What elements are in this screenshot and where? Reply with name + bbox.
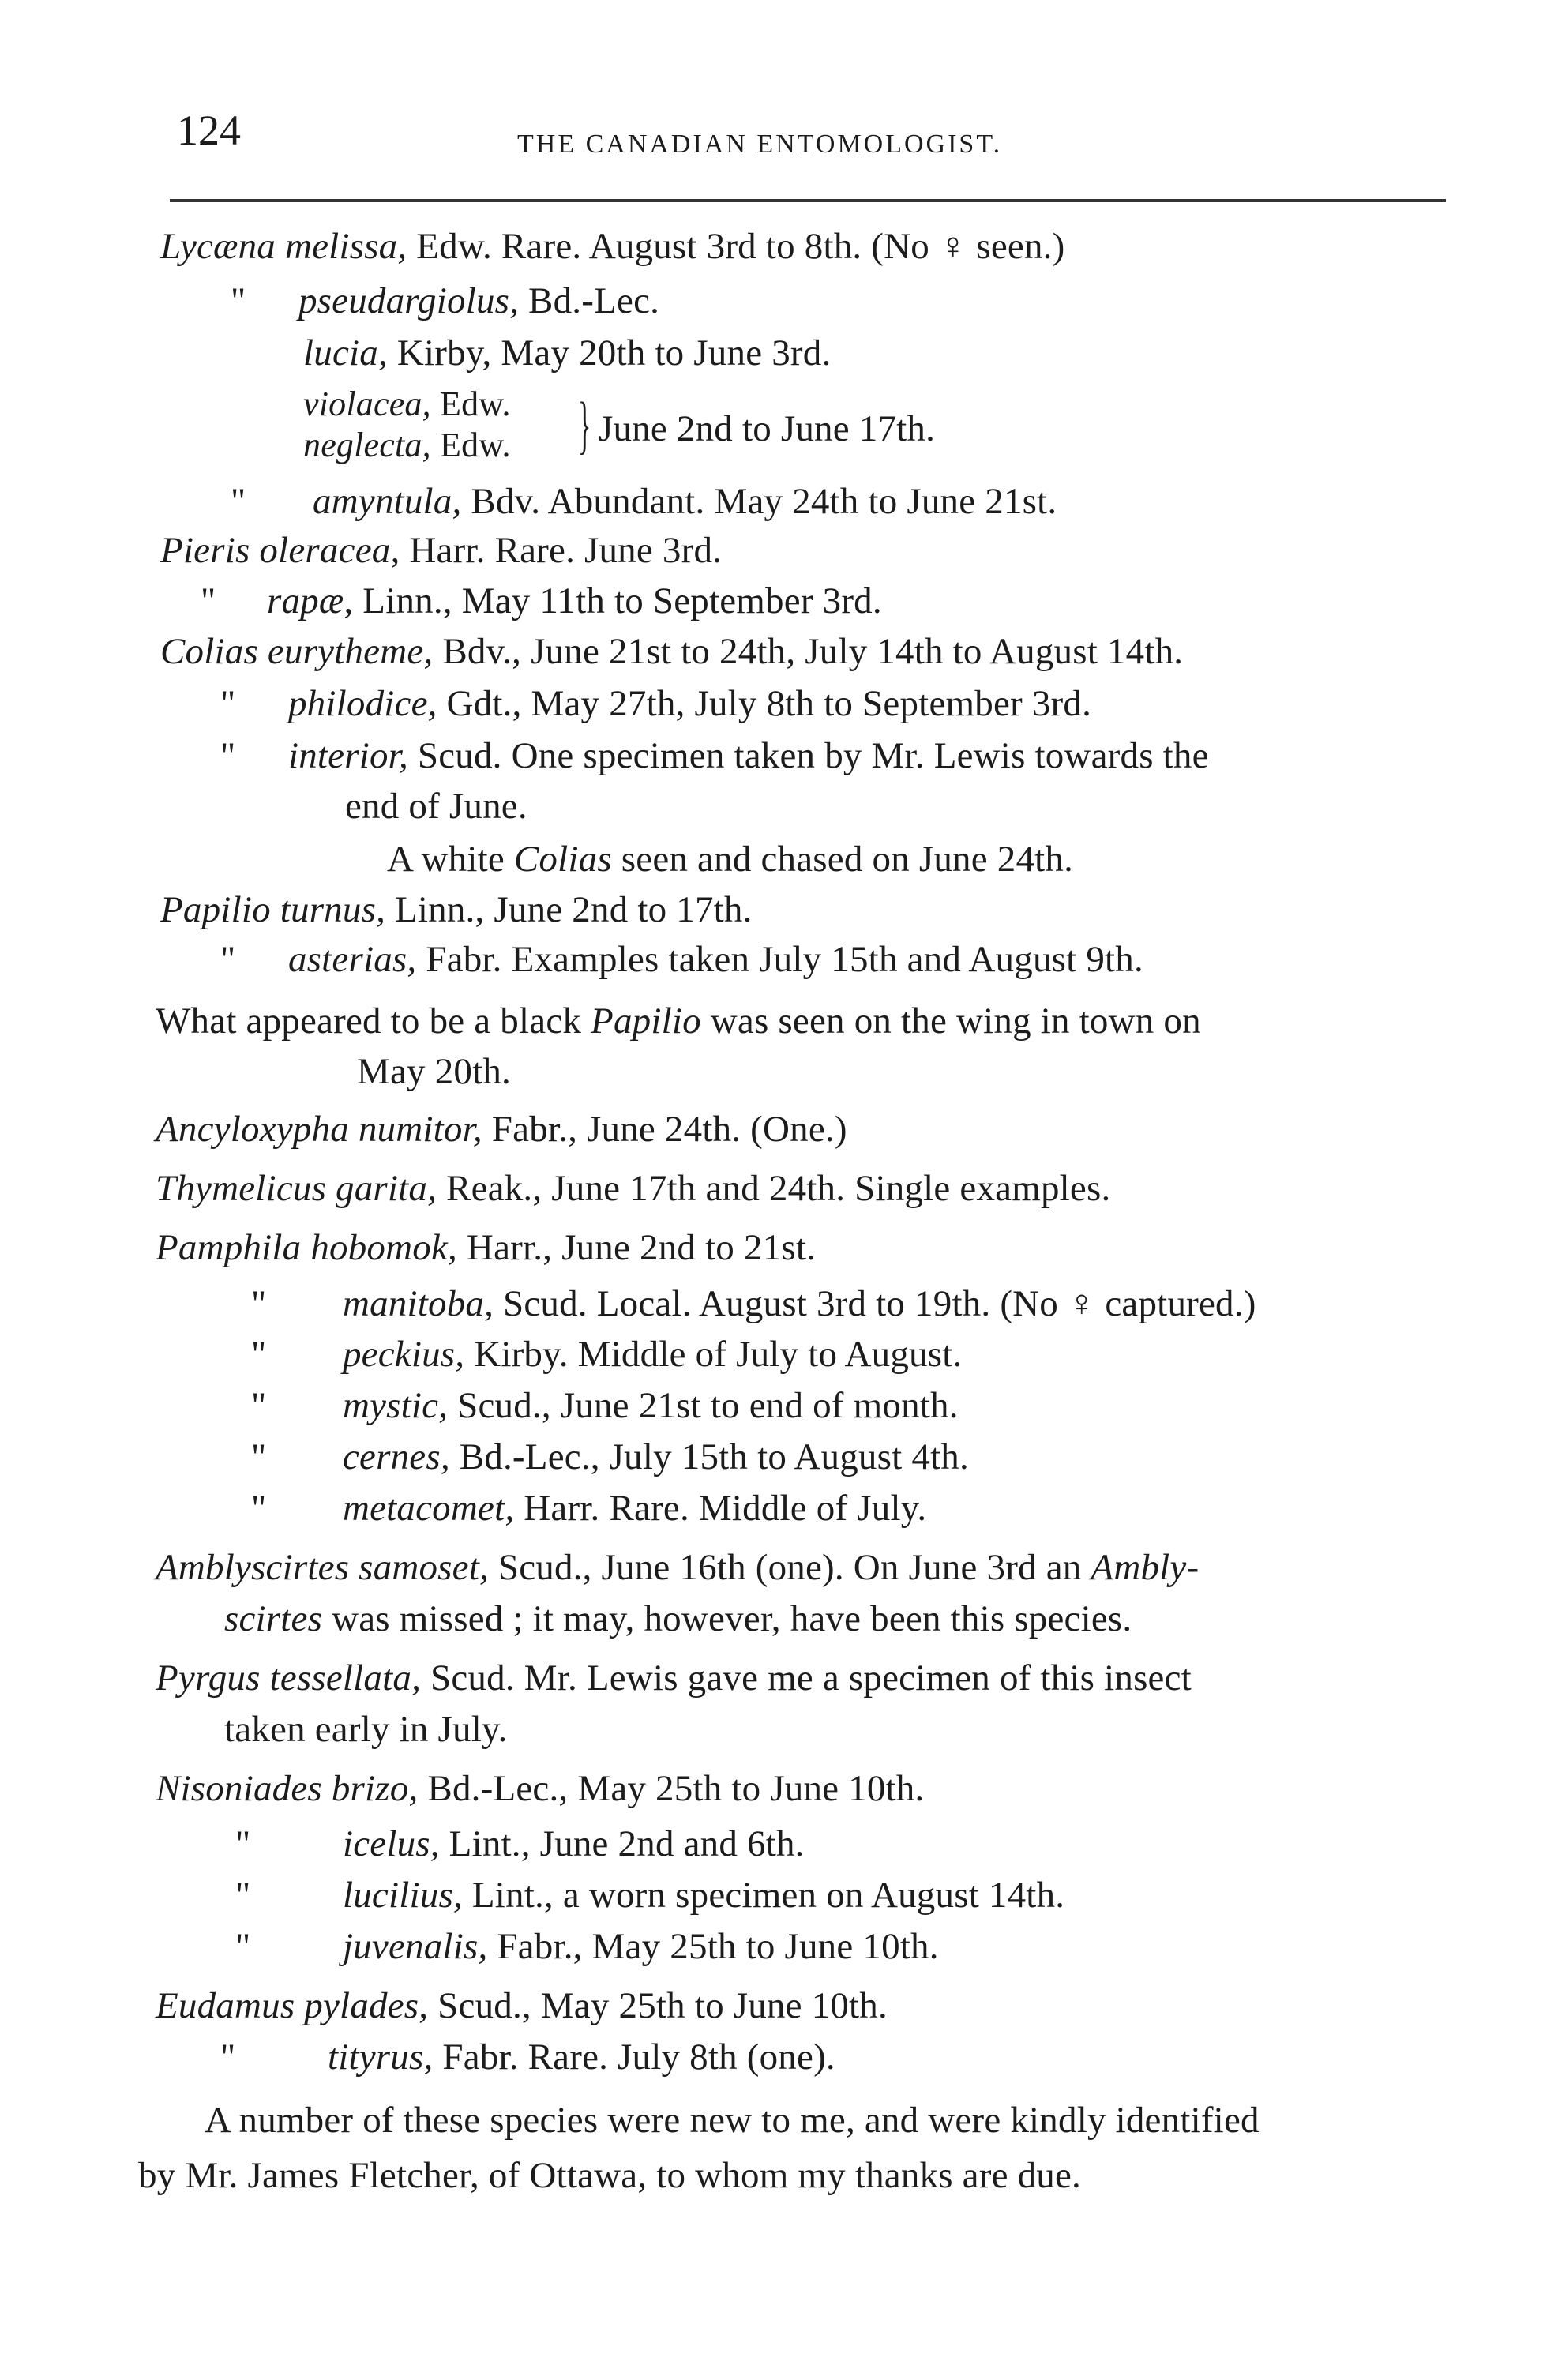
entry-line: " pseudargiolus, Bd.-Lec. [231, 280, 660, 321]
entry-line: Pyrgus tessellata, Scud. Mr. Lewis gave me a specimen of this insect [156, 1657, 1192, 1699]
entry-line: " mystic, Scud., June 21st to end of month. [251, 1385, 959, 1426]
entry-line: taken early in July. [224, 1709, 508, 1750]
entry-line: " metacomet, Harr. Rare. Middle of July. [251, 1488, 927, 1529]
ditto-mark: " [220, 2037, 236, 2078]
entry-line: Nisoniades brizo, Bd.-Lec., May 25th to June 10th. [156, 1768, 925, 1809]
page-number: 124 [177, 107, 241, 154]
ditto-mark: " [235, 1875, 251, 1916]
entry-line: violacea, Edw. [303, 385, 511, 423]
ditto-mark: " [251, 1385, 267, 1426]
entry-line: " manitoba, Scud. Local. August 3rd to 19th. (No ♀ captured.) [251, 1283, 1256, 1324]
entry-line: " juvenalis, Fabr., May 25th to June 10th. [235, 1926, 939, 1967]
entry-line: " philodice, Gdt., May 27th, July 8th to September 3rd. [220, 683, 1092, 724]
entry-line: " tityrus, Fabr. Rare. July 8th (one). [220, 2037, 835, 2078]
entry-line: " rapæ, Linn., May 11th to September 3rd. [201, 580, 882, 621]
entry-line: end of June. [345, 786, 527, 827]
ditto-mark: " [231, 280, 246, 321]
entry-line: Lycæna melissa, Edw. Rare. August 3rd to 8th. (No ♀ seen.) [160, 226, 1065, 267]
brace-glyph: } [578, 391, 591, 461]
entry-line: June 2nd to June 17th. [599, 408, 936, 449]
paragraph-line: A number of these species were new to me, and were kindly identified [205, 2100, 1260, 2141]
entry-line: neglecta, Edw. [303, 426, 511, 464]
ditto-mark: " [220, 683, 236, 724]
entry-line: " peckius, Kirby. Middle of July to August. [251, 1334, 963, 1375]
entry-line: Eudamus pylades, Scud., May 25th to June 10th. [156, 1985, 888, 2026]
ditto-mark: " [251, 1436, 267, 1477]
entry-line: " asterias, Fabr. Examples taken July 15th and August 9th. [220, 939, 1143, 980]
ditto-mark: " [220, 939, 236, 980]
entry-line: Ancyloxypha numitor, Fabr., June 24th. (One.) [156, 1109, 847, 1150]
entry-line: Thymelicus garita, Reak., June 17th and 24th. Single examples. [156, 1168, 1111, 1209]
entry-line: lucia, Kirby, May 20th to June 3rd. [303, 332, 832, 374]
entry-line: " lucilius, Lint., a worn specimen on August 14th. [235, 1875, 1065, 1916]
ditto-mark: " [201, 580, 216, 621]
entry-line: " icelus, Lint., June 2nd and 6th. [235, 1823, 805, 1864]
entry-line: scirtes was missed ; it may, however, have been this species. [224, 1598, 1132, 1639]
running-title: THE CANADIAN ENTOMOLOGIST. [517, 130, 1003, 159]
header-rule [170, 199, 1446, 202]
ditto-mark: " [220, 735, 236, 776]
entry-line: A white Colias seen and chased on June 24th. [387, 839, 1074, 880]
entry-line: " cernes, Bd.-Lec., July 15th to August 4th. [251, 1436, 969, 1477]
entry-line: " amyntula, Bdv. Abundant. May 24th to June 21st. [231, 481, 1057, 522]
ditto-mark: " [231, 481, 246, 522]
ditto-mark: " [251, 1488, 267, 1529]
ditto-mark: " [251, 1334, 267, 1375]
entry-line: May 20th. [357, 1051, 512, 1092]
entry-line: Colias eurytheme, Bdv., June 21st to 24th, July 14th to August 14th. [160, 631, 1184, 672]
ditto-mark: " [235, 1823, 251, 1864]
entry-line: Pamphila hobomok, Harr., June 2nd to 21st. [156, 1227, 817, 1268]
paragraph-line: by Mr. James Fletcher, of Ottawa, to whom my thanks are due. [138, 2155, 1081, 2196]
entry-line: Papilio turnus, Linn., June 2nd to 17th. [160, 889, 753, 930]
entry-line: " interior, Scud. One specimen taken by Mr. Lewis towards the [220, 735, 1209, 776]
entry-line: Amblyscirtes samoset, Scud., June 16th (one). On June 3rd an Ambly- [156, 1547, 1199, 1588]
entry-line: Pieris oleracea, Harr. Rare. June 3rd. [160, 530, 723, 571]
ditto-mark: " [235, 1926, 251, 1967]
entry-line: What appeared to be a black Papilio was seen on the wing in town on [156, 1000, 1201, 1042]
ditto-mark: " [251, 1283, 267, 1324]
